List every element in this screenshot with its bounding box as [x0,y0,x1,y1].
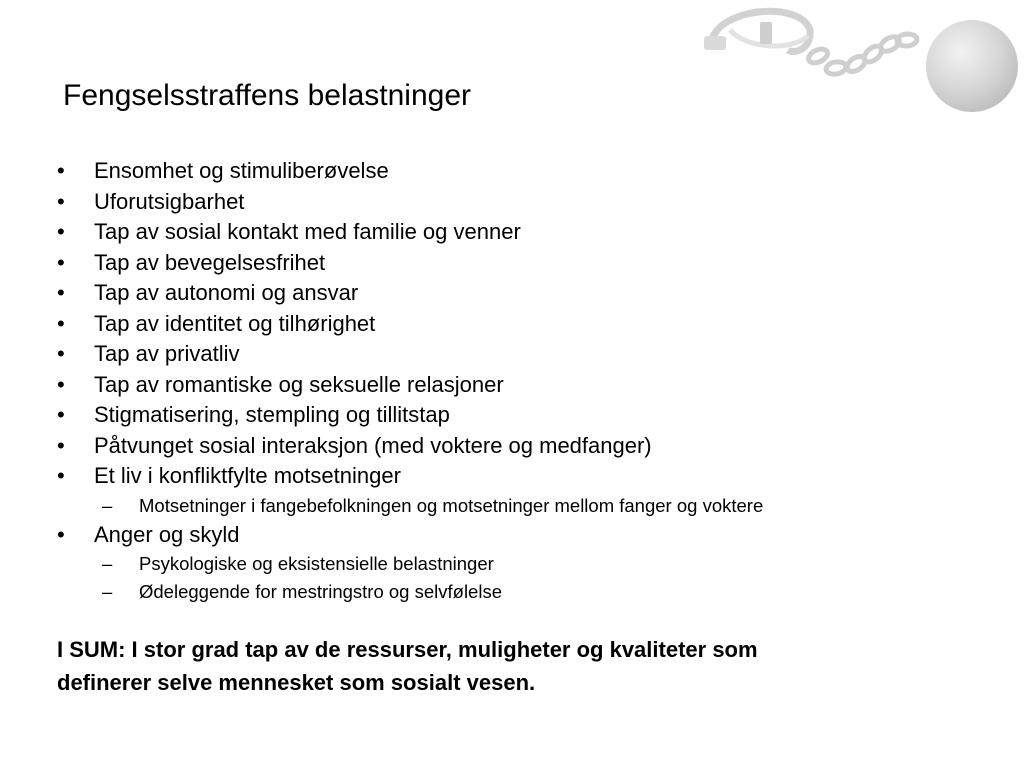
bullet-text: Tap av bevegelsesfrihet [94,249,326,275]
bullet-marker: • [57,341,65,366]
list-item [57,400,957,431]
bullet-marker: • [57,432,65,458]
sub-bullet-text: Psykologiske og eksistensielle belastninger [139,553,494,574]
list-item [57,248,957,279]
list-item [57,217,957,248]
dash-marker: – [102,581,113,602]
summary-line-1: I SUM: I stor grad tap av de ressurser, muligheter og kvaliteter som [57,637,758,662]
sub-bullet-text: Ødeleggende for mestringstro og selvfølelse [139,581,502,602]
bullet-marker: • [57,521,65,547]
bullet-text: Uforutsigbarhet [94,188,245,214]
list-item [57,339,957,370]
list-item [57,156,957,187]
slide-title: Fengselsstraffens belastninger [63,79,472,112]
bullet-text: Påtvunget sosial interaksjon (med voktere og medfanger) [94,432,652,458]
list-item [57,278,957,309]
summary-line-2: definerer selve mennesket som sosialt vesen. [57,670,536,695]
bullet-marker: • [57,158,65,183]
bullet-text: Tap av romantiske og seksuelle relasjoner [94,371,504,397]
sub-list-item [57,492,957,520]
bullet-marker: • [57,280,65,305]
bullet-text: Stigmatisering, stempling og tillitstap [94,402,450,427]
list-item [57,187,957,218]
bullet-marker: • [57,219,65,244]
bullet-text: Et liv i konfliktfylte motsetninger [94,463,401,488]
sub-list-item [57,550,957,578]
bullet-marker: • [57,310,65,336]
bullet-text: Anger og skyld [94,521,240,547]
bullet-text: Tap av sosial kontakt med familie og venner [94,219,521,244]
ball-and-chain-icon [700,0,1024,120]
bullet-list [57,156,957,606]
bullet-marker: • [57,249,65,275]
bullet-marker: • [57,371,65,397]
bullet-text: Ensomhet og stimuliberøvelse [94,158,389,183]
bullet-marker: • [57,463,65,488]
list-item [57,461,957,492]
sub-list-item [57,578,957,606]
list-item [57,520,957,551]
list-item [57,370,957,401]
bullet-marker: • [57,188,65,214]
bullet-text: Tap av autonomi og ansvar [94,280,359,305]
dash-marker: – [102,494,113,516]
list-item [57,309,957,340]
sub-bullet-text: Motsetninger i fangebefolkningen og motsetninger mellom fanger og voktere [139,494,764,516]
bullet-text: Tap av identitet og tilhørighet [94,310,376,336]
bullet-text: Tap av privatliv [94,341,240,366]
summary-text [57,633,957,699]
dash-marker: – [102,553,113,574]
bullet-marker: • [57,402,65,427]
list-item [57,431,957,462]
